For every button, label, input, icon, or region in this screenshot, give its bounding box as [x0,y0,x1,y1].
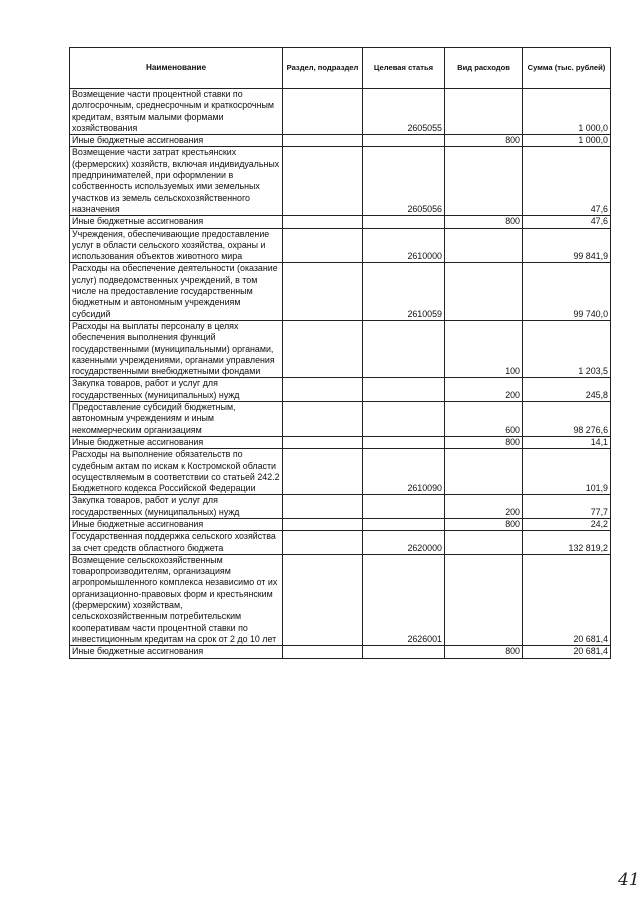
table-row [70,228,611,263]
row-name: Иные бюджетные ассигнования [70,135,283,147]
row-name: Расходы на выполнение обязательств по судебным актам по искам к Костромской области осуществляемым в соответствии со статьей 242.2 Бюджетного кодекса Российской Федерации [70,449,283,495]
row-name: Возмещение части процентной ставки по долгосрочным, среднесрочным и краткосрочным кредитам, взятым малыми формами хозяйствования [70,89,283,135]
row-sum: 1 203,5 [523,320,611,377]
row-section [283,436,363,448]
table-row [70,554,611,645]
table-row [70,449,611,495]
row-type: 800 [445,135,523,147]
budget-table [69,47,611,659]
row-name: Возмещение части затрат крестьянских (фермерских) хозяйств, включая индивидуальных предпринимателей, при оформлении в собственность используемых ими земельных участков из земель сельскохозяйственного назначения [70,147,283,216]
row-article [363,378,445,402]
row-name: Расходы на обеспечение деятельности (оказание услуг) подведомственных учреждений, в том числе на предоставление государственным бюджетным и автономным учреждениям субсидий [70,263,283,320]
row-sum: 20 681,4 [523,646,611,658]
table-row [70,518,611,530]
header-article: Целевая статья [363,48,445,89]
header-row [70,48,611,89]
row-section [283,135,363,147]
row-sum: 98 276,6 [523,402,611,437]
row-section [283,147,363,216]
row-type [445,228,523,263]
row-name: Иные бюджетные ассигнования [70,518,283,530]
row-name: Расходы на выплаты персоналу в целях обеспечения выполнения функций государственными (муниципальными) органами, казенными учреждениями, органами управления государственными внебюджетными фондами [70,320,283,377]
row-name: Учреждения, обеспечивающие предоставление услуг в области сельского хозяйства, охраны и использования объектов животного мира [70,228,283,263]
header-type: Вид расходов [445,48,523,89]
row-article: 2605056 [363,147,445,216]
row-article [363,495,445,519]
row-article [363,402,445,437]
row-type [445,554,523,645]
row-article: 2610000 [363,228,445,263]
row-name: Иные бюджетные ассигнования [70,646,283,658]
row-section [283,646,363,658]
row-sum: 101,9 [523,449,611,495]
row-article [363,320,445,377]
row-section [283,531,363,555]
table-row [70,89,611,135]
row-sum: 1 000,0 [523,89,611,135]
table-row [70,320,611,377]
row-section [283,554,363,645]
row-sum: 47,6 [523,147,611,216]
row-article [363,216,445,228]
row-sum: 24,2 [523,518,611,530]
table-row [70,646,611,658]
row-section [283,216,363,228]
table-row [70,263,611,320]
row-section [283,263,363,320]
table-row [70,147,611,216]
row-type [445,531,523,555]
row-type [445,263,523,320]
row-article [363,518,445,530]
row-sum: 245,8 [523,378,611,402]
table-row [70,495,611,519]
row-sum: 99 740,0 [523,263,611,320]
page-number: 41 [618,870,640,890]
row-section [283,402,363,437]
row-type [445,147,523,216]
table-row [70,402,611,437]
row-type: 200 [445,378,523,402]
row-type [445,89,523,135]
row-name: Иные бюджетные ассигнования [70,436,283,448]
row-article [363,135,445,147]
header-section: Раздел, подраздел [283,48,363,89]
row-section [283,449,363,495]
row-type: 800 [445,216,523,228]
row-sum: 14,1 [523,436,611,448]
row-section [283,89,363,135]
row-type: 200 [445,495,523,519]
row-article [363,646,445,658]
header-sum: Сумма (тыс. рублей) [523,48,611,89]
row-sum: 77,7 [523,495,611,519]
table-row [70,531,611,555]
row-type: 800 [445,436,523,448]
row-type: 800 [445,518,523,530]
table-row [70,436,611,448]
row-section [283,495,363,519]
row-name: Возмещение сельскохозяйственным товаропроизводителям, организациям агропромышленного комплекса независимо от их организационно-правовых форм и крестьянским (фермерским) хозяйствам, сельскохозяйственным потребительским кооперативам части процентной ставки по инвестиционным кредитам на срок от 2 до 10 лет [70,554,283,645]
row-name: Иные бюджетные ассигнования [70,216,283,228]
row-name: Государственная поддержка сельского хозяйства за счет средств областного бюджета [70,531,283,555]
row-sum: 1 000,0 [523,135,611,147]
header-name: Наименование [70,48,283,89]
row-name: Закупка товаров, работ и услуг для государственных (муниципальных) нужд [70,378,283,402]
row-section [283,378,363,402]
row-name: Предоставление субсидий бюджетным, автономным учреждениям и иным некоммерческим организациям [70,402,283,437]
row-type: 800 [445,646,523,658]
table-row [70,378,611,402]
row-sum: 47,6 [523,216,611,228]
row-type [445,449,523,495]
row-article: 2605055 [363,89,445,135]
table-row [70,216,611,228]
row-article: 2610090 [363,449,445,495]
row-type: 100 [445,320,523,377]
row-section [283,518,363,530]
row-article: 2626001 [363,554,445,645]
row-name: Закупка товаров, работ и услуг для государственных (муниципальных) нужд [70,495,283,519]
row-article: 2620000 [363,531,445,555]
row-sum: 20 681,4 [523,554,611,645]
row-article: 2610059 [363,263,445,320]
table-row [70,135,611,147]
row-article [363,436,445,448]
row-sum: 132 819,2 [523,531,611,555]
row-type: 600 [445,402,523,437]
row-section [283,320,363,377]
row-section [283,228,363,263]
row-sum: 99 841,9 [523,228,611,263]
